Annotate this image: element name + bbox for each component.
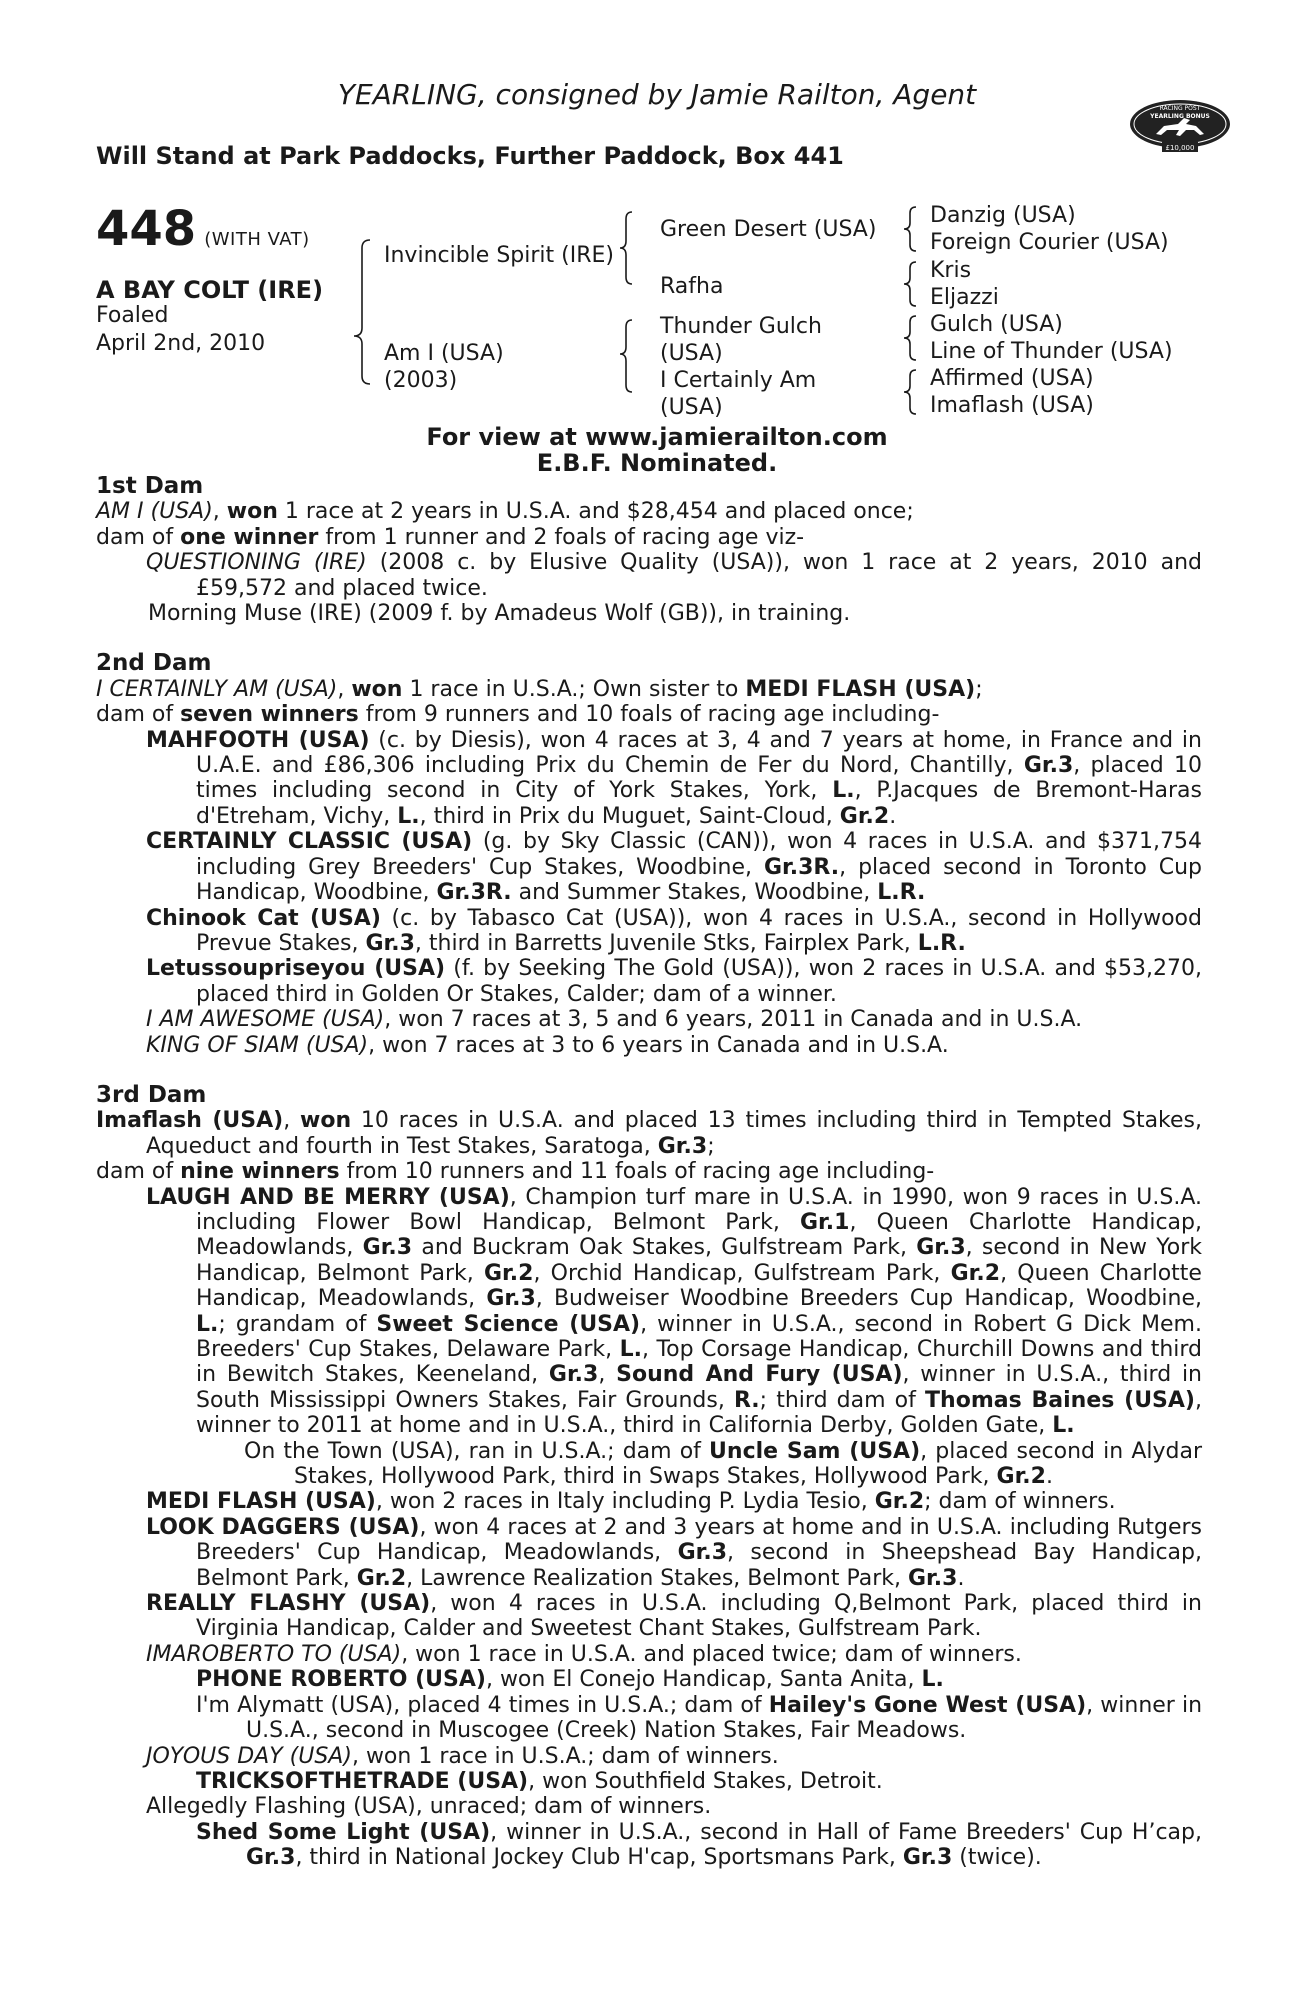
list-item: Allegedly Flashing (USA), unraced; dam of winners. — [146, 1794, 712, 1820]
pedigree-gen3-2: Foreign Courier (USA) — [930, 230, 1169, 255]
foaling-date: April 2nd, 2010 — [96, 331, 266, 356]
list-item: CERTAINLY CLASSIC (USA) (g. by Sky Classic (CAN)), won 4 races in U.S.A. and $371,754 including Grey Breeders' Cup Stakes, Woodbine, Gr.3R., placed second in Toronto Cup Handicap, Woodbine, Gr.3R. and Summer Stakes, Woodbine, L.R. — [146, 829, 1202, 906]
list-item: LOOK DAGGERS (USA), won 4 races at 2 and 3 years at home and in U.S.A. including Rutgers Breeders' Cup Handicap, Meadowlands, Gr.3, second in Sheepshead Bay Handicap, Belmont Park, Gr.2, Lawrence Realization Stakes, Belmont Park, Gr.3. — [146, 1514, 1202, 1591]
pedigree-dam-dam — [660, 367, 816, 421]
list-item: REALLY FLASHY (USA), won 4 races in U.S.A. including Q,Belmont Park, placed third in Virginia Handicap, Calder and Sweetest Chant Stakes, Gulfstream Park. — [146, 1591, 1202, 1642]
list-item: I'm Alymatt (USA), placed 4 times in U.S.A.; dam of Hailey's Gone West (USA), winner in U.S.A., second in Muscogee (Creek) Nation Stakes, Fair Meadows. — [196, 1692, 1203, 1744]
pedigree-dam-sire-line2: (USA) — [660, 341, 723, 366]
list-item: JOYOUS DAY (USA), won 1 race in U.S.A.; dam of winners. — [146, 1743, 779, 1769]
third-dam-produce-line: dam of nine winners from 10 runners and 11 foals of racing age including- — [96, 1159, 935, 1185]
second-dam-produce-line: dam of seven winners from 9 runners and 10 foals of racing age including- — [96, 702, 940, 728]
list-item: I AM AWESOME (USA), won 7 races at 3, 5 and 6 years, 2011 in Canada and in U.S.A. — [146, 1007, 1083, 1033]
pedigree-gen3-1: Danzig (USA) — [930, 203, 1076, 228]
list-item: LAUGH AND BE MERRY (USA), Champion turf mare in U.S.A. in 1990, won 9 races in U.S.A. including Flower Bowl Handicap, Belmont Park, Gr.1, Queen Charlotte Handicap, Meadowlands, Gr.3 and Buckram Oak Stakes, Gulfstream Park, Gr.3, second in New York Handicap, Belmont Park, Gr.2, Orchid Handicap, Gulfstream Park, Gr.2, Queen Charlotte Handicap, Meadowlands, Gr.3, Budweiser Woodbine Breeders Cup Handicap, Woodbine, L.; grandam of Sweet Science (USA), winner in U.S.A., second in Robert G Dick Mem. Breeders' Cup Stakes, Delaware Park, L., Top Corsage Handicap, Churchill Downs and third in Bewitch Stakes, Keeneland, Gr.3, Sound And Fury (USA), winner in U.S.A., third in South Mississippi Owners Stakes, Fair Grounds, R.; third dam of Thomas Baines (USA), winner to 2011 at home and in U.S.A., third in California Derby, Golden Gate, L. — [146, 1184, 1203, 1439]
pedigree-gen3-8: Imaflash (USA) — [930, 393, 1094, 418]
list-item: Shed Some Light (USA), winner in U.S.A., second in Hall of Fame Breeders' Cup H’cap, Gr.3, third in National Jockey Club H'cap, Sportsmans Park, Gr.3 (twice). — [196, 1819, 1202, 1871]
pedigree-dam-sire — [660, 313, 822, 367]
stand-location: Will Stand at Park Paddocks, Further Paddock, Box 441 — [96, 142, 844, 170]
pedigree-gen3-4: Eljazzi — [930, 285, 999, 310]
pedigree-dam — [384, 340, 504, 394]
horse-description: A BAY COLT (IRE) — [96, 276, 324, 304]
badge-top-text: RACING POST — [1159, 105, 1201, 112]
foaled-label: Foaled — [96, 303, 169, 328]
list-item: On the Town (USA), ran in U.S.A.; dam of Uncle Sam (USA), placed second in Alydar Stakes, Hollywood Park, third in Swaps Stakes, Hollywood Park, Gr.2. — [244, 1438, 1202, 1490]
pedigree-dam-dam-line2: (USA) — [660, 395, 723, 420]
pedigree-gen3-3: Kris — [930, 258, 972, 283]
list-item: KING OF SIAM (USA), won 7 races at 3 to 6 years in Canada and in U.S.A. — [146, 1032, 949, 1058]
pedigree-gen3-6: Line of Thunder (USA) — [930, 339, 1173, 364]
ebf-nominated: E.B.F. Nominated. — [536, 449, 778, 477]
badge-mid-text: YEARLING BONUS — [1150, 113, 1210, 120]
pedigree-braces — [0, 0, 1314, 430]
list-item: PHONE ROBERTO (USA), won El Conejo Handicap, Santa Anita, L. — [196, 1667, 944, 1693]
third-dam-heading: 3rd Dam — [96, 1081, 207, 1108]
first-dam-heading: 1st Dam — [96, 473, 204, 499]
list-item: Morning Muse (IRE) (2009 f. by Amadeus Wolf (GB)), in training. — [148, 601, 851, 627]
list-item: TRICKSOFTHETRADE (USA), won Southfield Stakes, Detroit. — [196, 1768, 883, 1794]
view-link-text: For view at www.jamierailton.com — [426, 423, 888, 451]
pedigree-gen3-5: Gulch (USA) — [930, 312, 1063, 337]
third-dam-summary: Imaflash (USA), won 10 races in U.S.A. and placed 13 times including third in Tempted Stakes, Aqueduct and fourth in Test Stakes, Saratoga, Gr.3; — [96, 1108, 1202, 1159]
pedigree-sire: Invincible Spirit (IRE) — [384, 243, 614, 268]
lot-number-value: 448 — [96, 201, 197, 257]
pedigree-sire-dam: Rafha — [660, 274, 724, 299]
list-item: QUESTIONING (IRE) (2008 c. by Elusive Quality (USA)), won 1 race at 2 years, 2010 and £59,572 and placed twice. — [146, 550, 1203, 601]
list-item: MAHFOOTH (USA) (c. by Diesis), won 4 races at 3, 4 and 7 years at home, in France and in U.A.E. and £86,306 including Prix du Chemin de Fer du Nord, Chantilly, Gr.3, placed 10 times including second in City of York Stakes, York, L., P.Jacques de Bremont-Haras d'Etreham, Vichy, L., third in Prix du Muguet, Saint-Cloud, Gr.2. — [146, 727, 1202, 829]
first-dam-summary: AM I (USA), won 1 race at 2 years in U.S.A. and $28,454 and placed once; — [96, 499, 914, 525]
list-item: Letussoupriseyou (USA) (f. by Seeking The Gold (USA)), won 2 races in U.S.A. and $53,270, placed third in Golden Or Stakes, Calder; dam of a winner. — [146, 956, 1202, 1007]
pedigree-gen3-7: Affirmed (USA) — [930, 366, 1094, 391]
sale-header-title: YEARLING, consigned by Jamie Railton, Agent — [337, 78, 977, 111]
pedigree-dam-name: Am I (USA) — [384, 341, 504, 366]
vat-label: (WITH VAT) — [204, 229, 310, 250]
list-item: Chinook Cat (USA) (c. by Tabasco Cat (USA)), won 4 races in U.S.A., second in Hollywood Prevue Stakes, Gr.3, third in Barretts Juvenile Stks, Fairplex Park, L.R. — [146, 905, 1202, 956]
pedigree-dam-dam-line1: I Certainly Am — [660, 368, 817, 393]
pedigree-dam-year: (2003) — [384, 368, 458, 393]
second-dam-summary: I CERTAINLY AM (USA), won 1 race in U.S.A.; Own sister to MEDI FLASH (USA); — [96, 676, 983, 702]
produce-record — [96, 474, 1202, 1871]
second-dam-heading: 2nd Dam — [96, 650, 212, 677]
first-dam-produce-line: dam of one winner from 1 runner and 2 foals of racing age viz- — [96, 524, 805, 550]
badge-amount-text: £10,000 — [1165, 144, 1195, 152]
pedigree-sire-sire: Green Desert (USA) — [660, 217, 877, 242]
list-item: MEDI FLASH (USA), won 2 races in Italy including P. Lydia Tesio, Gr.2; dam of winners. — [146, 1489, 1116, 1515]
pedigree-dam-sire-line1: Thunder Gulch — [660, 314, 822, 339]
list-item: IMAROBERTO TO (USA), won 1 race in U.S.A. and placed twice; dam of winners. — [146, 1641, 1022, 1667]
